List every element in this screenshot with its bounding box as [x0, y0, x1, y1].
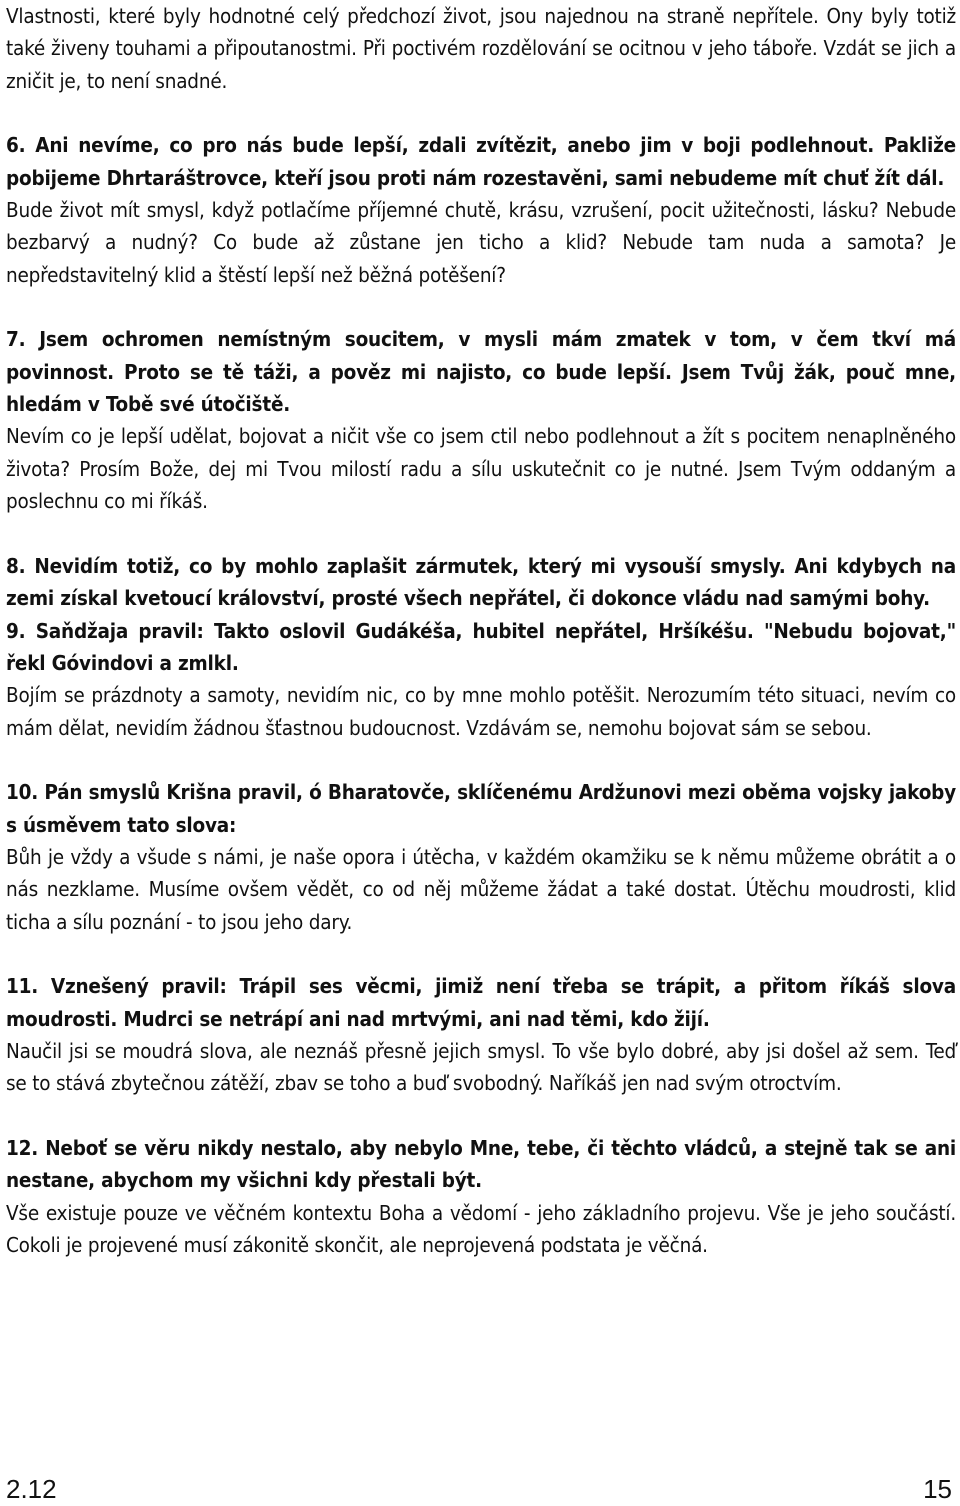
spacer	[6, 97, 956, 129]
commentary-7: Nevím co je lepší udělat, bojovat a ničit vše co jsem ctil nebo podlehnout a žít s pocitem nenaplněného života? Prosím Bože, dej mi Tvou milostí radu a sílu uskutečnit co je nutné. Jsem Tvým oddaným a poslechnu co mi říkáš.	[6, 424, 956, 514]
commentary-12: Vše existuje pouze ve věčném kontextu Boha a vědomí - jeho základního projevu. Vše je jeho součástí. Cokoli je projevené musí zákonitě skončit, ale neprojevená podstata je věčná.	[6, 1200, 956, 1257]
verse-9: 9. Saňdžaja pravil: Takto oslovil Gudákéša, hubitel nepřátel, Hršíkéšu. "Nebudu bojovat," řekl Góvindovi a zmlkl.	[6, 618, 956, 675]
commentary-6: Bude život mít smysl, když potlačíme příjemné chutě, krásu, vzrušení, pocit užitečnosti, lásku? Nebude bezbarvý a nudný? Co bude až zůstane jen ticho a klid? Nebude tam nuda a samota? Je nepředstavitelný klid a štěstí lepší než běžná potěšení?	[6, 198, 956, 287]
verse-8: 8. Nevidím totiž, co by mohlo zaplašit zármutek, který mi vysouší smysly. Ani kdybych na zemi získal kvetoucí království, prosté všech nepřátel, či dokonce vládu nad samými bohy.	[6, 553, 956, 611]
page-number: 15	[923, 1474, 952, 1504]
verse-11: 11. Vznešený pravil: Trápil ses věcmi, jimiž není třeba se trápit, a přitom říkáš slova moudrosti. Mudrci se netrápí ani nad mrtvými, ani nad těmi, kdo žijí.	[6, 974, 956, 1031]
verse-6: 6. Ani nevíme, co pro nás bude lepší, zdali zvítězit, anebo jim v boji podlehnout. Pakliže pobijeme Dhrtaráštrovce, kteří jsou proti nám rozestavěni, sami nebudeme mít chuť žít dál.	[6, 133, 956, 190]
commentary-10: Bůh je vždy a všude s námi, je naše opora i útěcha, v každém okamžiku se k němu můžeme obrátit a o nás nezklame. Musíme ovšem vědět, co od něj můžeme žádat a také dostat. Útěchu moudrosti, klid ticha a sílu poznání - to jsou jeho dary.	[6, 844, 956, 934]
commentary-11: Naučil jsi se moudrá slova, ale neznáš přesně jejich smysl. To vše bylo dobré, aby jsi došel až sem. Teď se to stává zbytečnou zátěží, zbav se toho a buď svobodný. Naříkáš jen nad svým otroctvím.	[6, 1038, 956, 1096]
paragraph-1: Vlastnosti, které byly hodnotné celý předchozí život, jsou najednou na straně nepřítele. Ony byly totiž také živeny touhami a připoutanostmi. Při poctivém rozdělování se ocitnou v jeho táboře. Vzdát se jich a zničit je, to není snadné.	[6, 4, 956, 93]
verse-7: 7. Jsem ochromen nemístným soucitem, v mysli mám zmatek v tom, v čem tkví má povinnost. Proto se tě táži, a pověz mi najisto, co bude lepší. Jsem Tvůj žák, pouč mne, hledám v Tobě své útočiště.	[6, 327, 956, 417]
spacer	[6, 518, 956, 550]
commentary-9: Bojím se prázdnoty a samoty, nevidím nic, co by mne mohlo potěšit. Nerozumím této situaci, nevím co mám dělat, nevidím žádnou šťastnou budoucnost. Vzdávám se, nemohu bojovat sám se sebou.	[6, 683, 956, 740]
spacer	[6, 744, 956, 776]
spacer	[6, 938, 956, 970]
issue-number: 2.12	[6, 1474, 57, 1504]
page-body	[6, 0, 956, 1261]
verse-10: 10. Pán smyslů Krišna pravil, ó Bharatovče, sklíčenému Ardžunovi mezi oběma vojsky jakoby s úsměvem tato slova:	[6, 780, 956, 837]
verse-12: 12. Neboť se věru nikdy nestalo, aby nebylo Mne, tebe, či těchto vládců, a stejně tak se ani nestane, abychom my všichni kdy přestali být.	[6, 1135, 956, 1193]
spacer	[6, 1100, 956, 1132]
spacer	[6, 291, 956, 323]
